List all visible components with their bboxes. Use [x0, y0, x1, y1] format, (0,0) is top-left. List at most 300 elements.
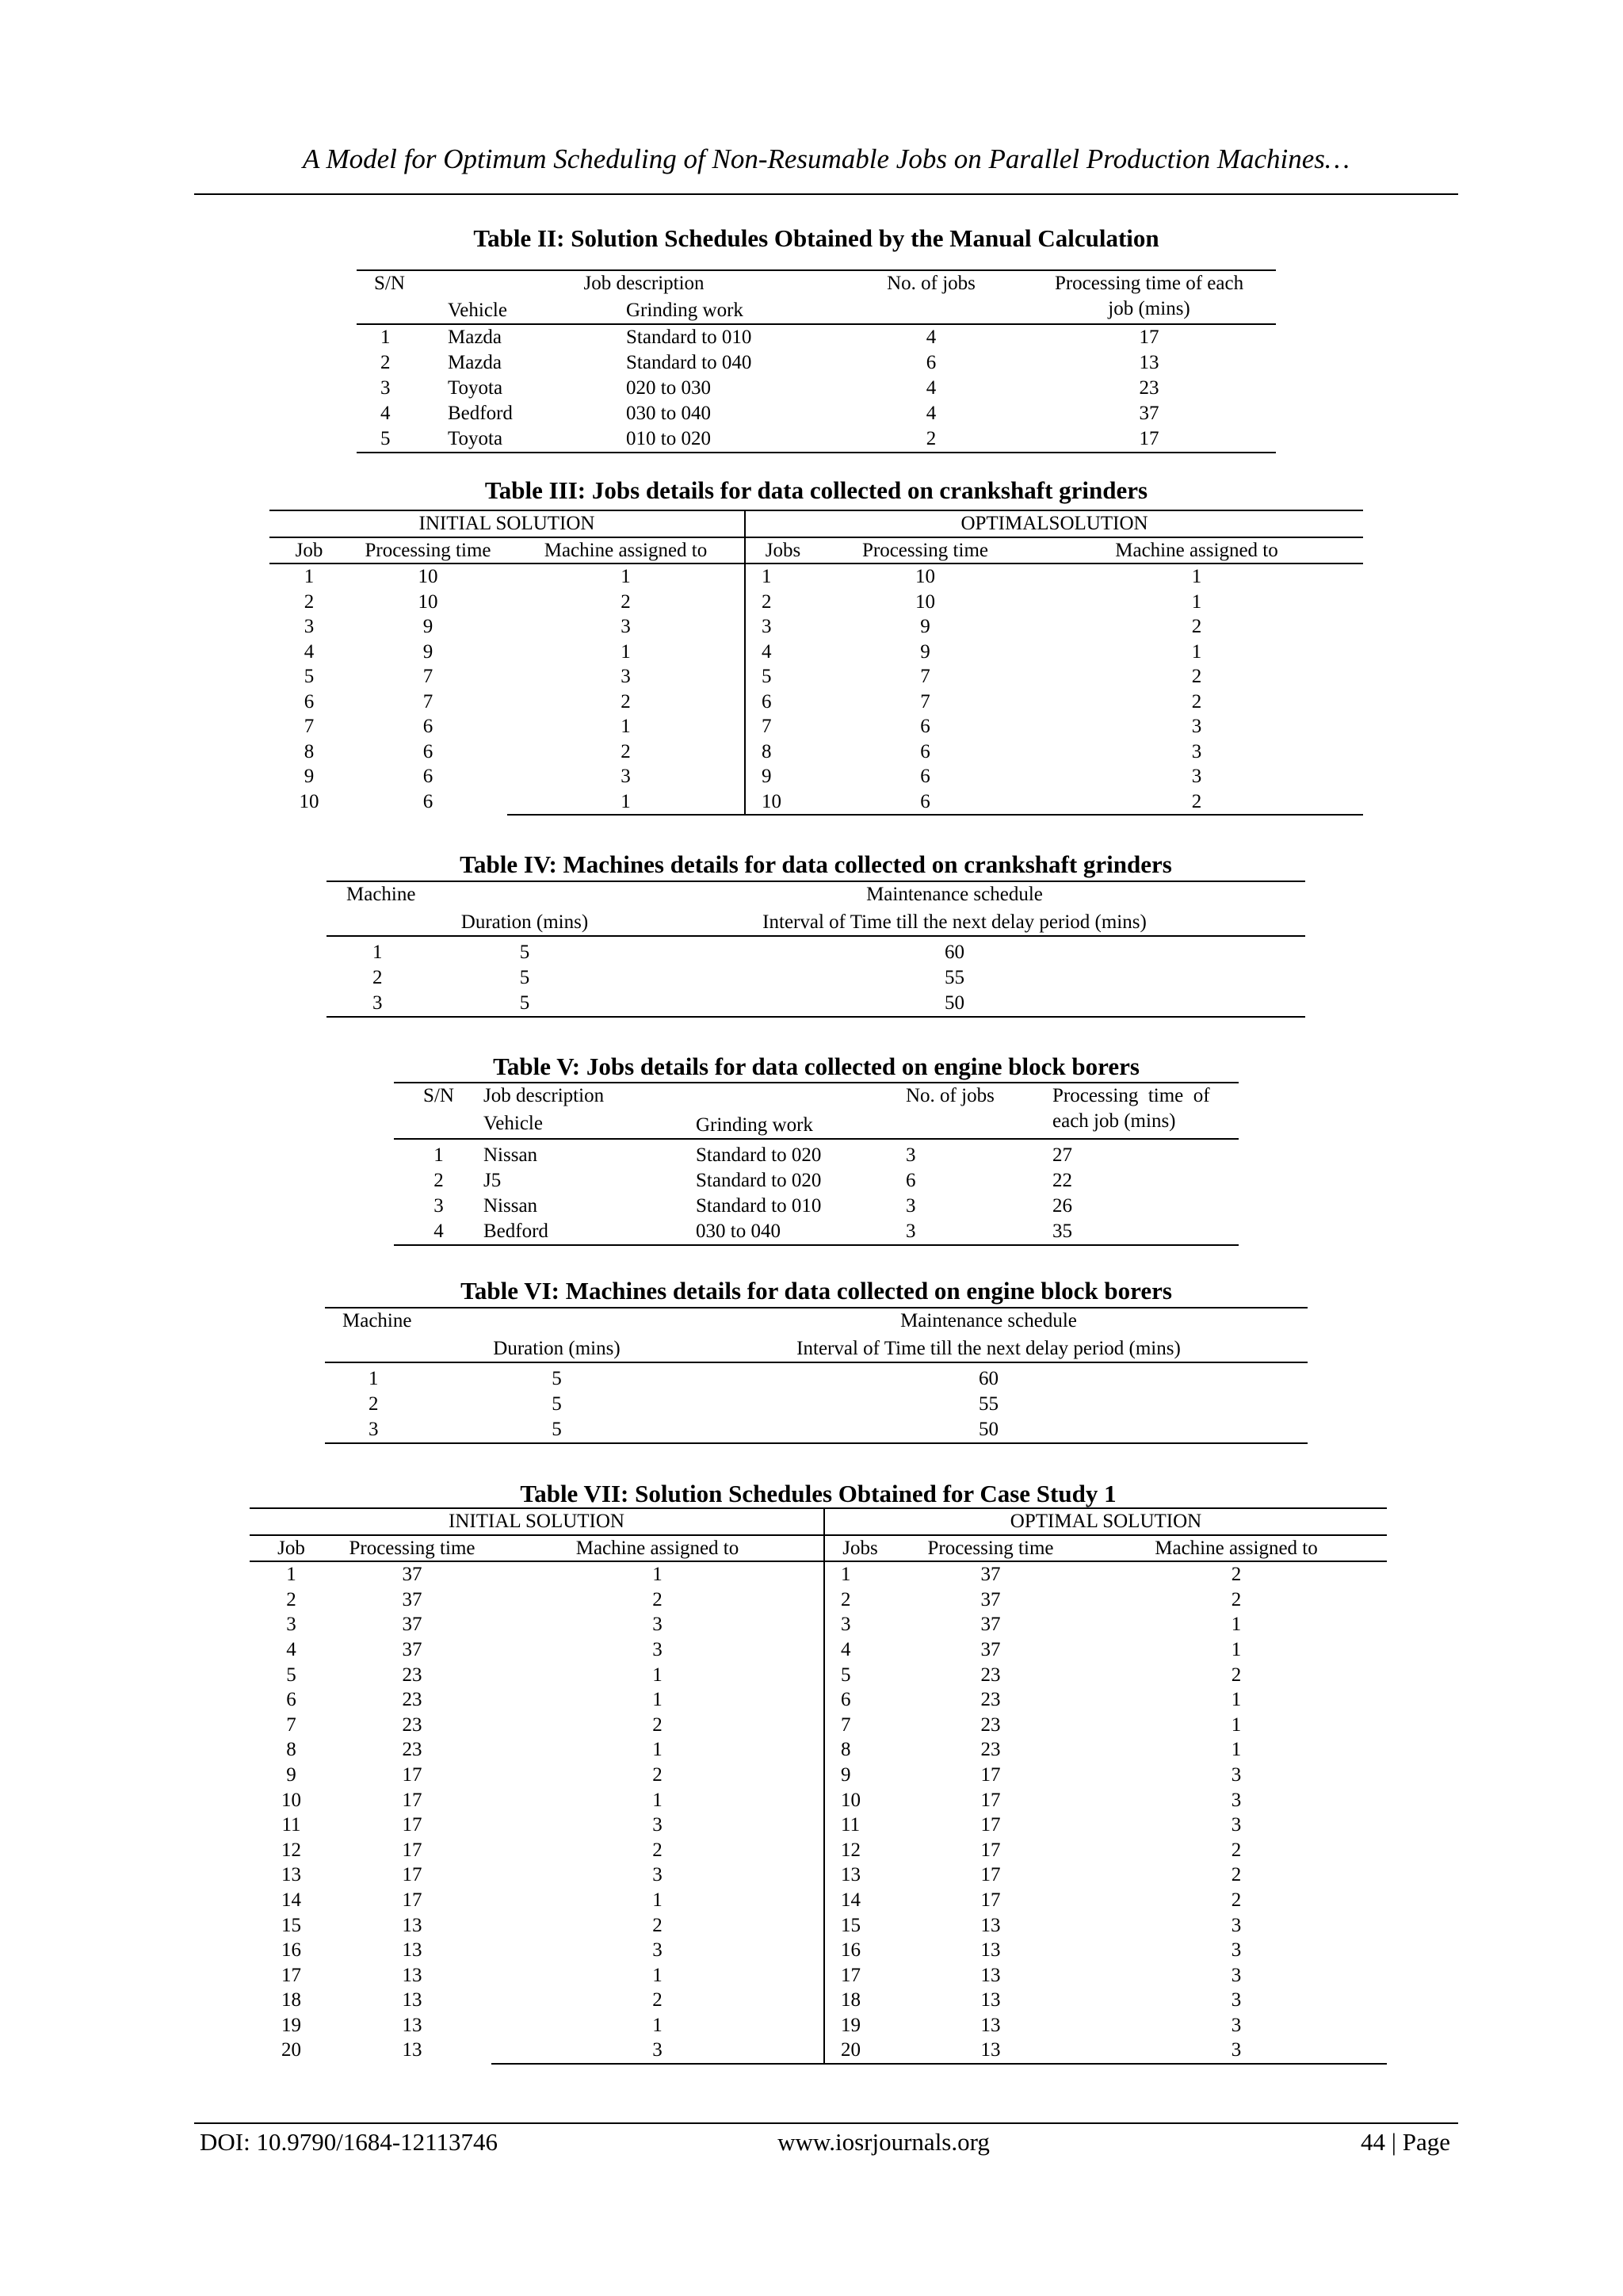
table3-header-machine: Machine assigned to	[507, 537, 745, 564]
table5-header-vehicle: Vehicle	[483, 1109, 696, 1139]
table-cell: Toyota	[448, 426, 626, 453]
table-cell: 13	[980, 1914, 1001, 1936]
table3	[269, 510, 1363, 816]
table-cell: 2	[840, 426, 1022, 453]
table-cell: 1	[652, 2014, 663, 2036]
table-cell: Standard to 020	[696, 1144, 822, 1166]
table2-header-job-description: Job description	[583, 273, 705, 294]
table-row	[269, 664, 1363, 690]
table-cell: 1	[652, 1964, 663, 1986]
table-cell: 2	[652, 1588, 663, 1610]
table-cell: 6	[745, 690, 820, 715]
table-cell: 23	[402, 1689, 422, 1711]
table-cell: 14	[824, 1888, 896, 1913]
table-cell: 9	[745, 764, 820, 789]
table-row	[327, 965, 1305, 991]
table-cell: 3	[1086, 2038, 1387, 2064]
table-cell: 13	[824, 1862, 896, 1888]
table2-body	[357, 324, 1276, 453]
table2-header-grinding: Grinding work	[626, 296, 840, 324]
table-cell: 11	[824, 1813, 896, 1838]
table-cell: 37	[980, 1588, 1001, 1610]
table-cell: 2	[286, 1588, 296, 1610]
table-cell: 13	[980, 1939, 1001, 1962]
table-cell: 35	[1052, 1219, 1239, 1245]
table-cell: Standard to 020	[696, 1170, 822, 1191]
table-cell: 10	[824, 1788, 896, 1813]
table-cell: 030 to 040	[696, 1219, 906, 1245]
table-row	[327, 936, 1305, 965]
table-cell: 10	[299, 790, 319, 812]
table-cell: 1	[621, 716, 631, 737]
table-cell: 13	[402, 2039, 422, 2061]
table4-body	[327, 936, 1305, 1017]
table6	[325, 1307, 1308, 1444]
table-cell: 7	[286, 1713, 296, 1736]
table-cell: 9	[824, 1763, 896, 1788]
table-cell: 4	[926, 403, 937, 424]
table-row	[250, 1813, 1387, 1838]
table-row	[250, 1862, 1387, 1888]
table-cell: 37	[980, 1564, 1001, 1586]
table-cell: 17	[402, 1839, 422, 1861]
table-cell: 1	[372, 942, 383, 963]
table-row	[250, 1838, 1387, 1863]
table-cell: 2	[369, 1393, 379, 1415]
table-cell: 23	[980, 1739, 1001, 1761]
table-cell: 3	[1231, 1789, 1242, 1811]
table-cell: 3	[433, 1195, 444, 1217]
table-cell: Standard to 010	[626, 327, 752, 348]
table2	[357, 269, 1276, 453]
table-cell: 3	[621, 766, 631, 787]
table-cell: 6	[920, 716, 930, 737]
table-cell: 6	[422, 766, 433, 787]
table-cell: 20	[824, 2038, 896, 2064]
table-cell: 17	[1022, 426, 1276, 453]
table-cell: 19	[824, 2013, 896, 2038]
table-row	[394, 1219, 1239, 1245]
table-row	[250, 1713, 1387, 1738]
table-cell: Mazda	[448, 327, 502, 348]
table-cell: 37	[980, 1638, 1001, 1660]
table-cell: J5	[483, 1170, 502, 1191]
table-cell: 1	[621, 640, 631, 663]
table-cell: 26	[1052, 1195, 1072, 1217]
table-row	[250, 1938, 1387, 1963]
table6-header-duration: Duration (mins)	[444, 1334, 670, 1362]
table-cell: 7	[422, 666, 433, 687]
table-cell: 13	[402, 1964, 422, 1986]
table3-body	[269, 563, 1363, 815]
table-cell: 3	[1231, 1939, 1242, 1962]
table-cell: 3	[824, 1612, 896, 1637]
table-cell: 13	[1139, 352, 1159, 373]
table-cell: 2	[652, 1763, 663, 1786]
table-cell: 1	[507, 789, 745, 816]
table-cell: 3	[652, 1614, 663, 1636]
table-cell: 3	[652, 1939, 663, 1962]
table-cell: 12	[824, 1838, 896, 1863]
table-row	[269, 614, 1363, 640]
footer-doi: DOI: 10.9790/1684-12113746	[200, 2128, 498, 2156]
table5	[394, 1082, 1239, 1246]
table-cell: 37	[980, 1614, 1001, 1636]
table-cell: 60	[979, 1368, 999, 1389]
table-cell: 3	[304, 616, 315, 637]
table-cell: Toyota	[448, 377, 503, 399]
table-cell: 18	[281, 1989, 301, 2011]
table-cell: 3	[1191, 716, 1202, 737]
table2-caption: Table II: Solution Schedules Obtained by the Manual Calculation	[473, 224, 1159, 252]
table-cell: 2	[380, 352, 391, 373]
table3-header-processing: Processing time	[349, 537, 507, 564]
table-cell: 5	[304, 666, 315, 687]
table-cell: 3	[652, 1814, 663, 1836]
table-row	[250, 1963, 1387, 1988]
table-cell: 1	[1191, 590, 1202, 613]
table-cell: 4	[304, 640, 315, 663]
table-row	[269, 590, 1363, 615]
table-cell: 27	[1052, 1144, 1072, 1166]
table4-header-duration: Duration (mins)	[445, 907, 604, 936]
table-cell: 17	[980, 1839, 1001, 1861]
table-cell: 2	[1191, 690, 1202, 712]
table-cell: 2	[1231, 1564, 1242, 1586]
table2-header-processing-2: job (mins)	[1022, 296, 1276, 324]
table-cell: 8	[304, 740, 315, 762]
table-cell: 7	[920, 690, 930, 712]
table-cell: 17	[402, 1763, 422, 1786]
table-cell: 3	[1191, 766, 1202, 787]
table-cell: 2	[652, 1713, 663, 1736]
table3-header-optimal: OPTIMALSOLUTION	[745, 510, 1363, 537]
table-cell: Bedford	[448, 403, 513, 424]
table-cell: 2	[621, 690, 631, 712]
table-cell: 3	[1231, 1964, 1242, 1986]
table-cell: 6	[920, 740, 930, 762]
table7-header-jobs: Jobs	[824, 1535, 896, 1562]
table-cell: 3	[1231, 1814, 1242, 1836]
table-cell: 10	[418, 590, 438, 613]
table-cell: 6	[824, 1687, 896, 1713]
table-cell: 2	[652, 1839, 663, 1861]
table-cell: 9	[422, 640, 433, 663]
table-row	[357, 350, 1276, 376]
table4-header-machine: Machine	[346, 884, 416, 905]
table-cell: 14	[281, 1889, 301, 1911]
table-row	[394, 1168, 1239, 1194]
table-cell: 5	[444, 1417, 670, 1443]
table-row	[250, 2038, 1387, 2064]
table-row	[250, 1763, 1387, 1788]
table6-body	[325, 1362, 1308, 1443]
table-cell: 2	[1231, 1889, 1242, 1911]
table-row	[250, 1888, 1387, 1913]
table5-header-no-jobs: No. of jobs	[906, 1085, 995, 1106]
table-cell: 1	[621, 566, 631, 587]
table-cell: 17	[980, 1789, 1001, 1811]
table-cell: 15	[824, 1913, 896, 1939]
table-cell: Mazda	[448, 352, 502, 373]
table-cell: 5	[745, 664, 820, 690]
table-cell: 23	[980, 1664, 1001, 1686]
table7	[250, 1507, 1387, 2065]
table-row	[269, 739, 1363, 765]
table-cell: Bedford	[483, 1219, 696, 1245]
table-cell: 4	[380, 403, 391, 424]
table-cell: 13	[281, 1864, 301, 1886]
table3-caption: Table III: Jobs details for data collected on crankshaft grinders	[484, 476, 1148, 504]
table-cell: 5	[357, 426, 448, 453]
table-cell: 6	[906, 1170, 916, 1191]
table4	[327, 881, 1305, 1018]
table-cell: Nissan	[483, 1144, 538, 1166]
table-cell: 13	[980, 1964, 1001, 1986]
table-cell: 13	[980, 2014, 1001, 2036]
table-cell: 2	[621, 740, 631, 762]
table2-header-vehicle: Vehicle	[448, 296, 626, 324]
table-cell: 1	[433, 1144, 444, 1166]
table-cell: 8	[286, 1739, 296, 1761]
table-row	[269, 714, 1363, 739]
table5-caption: Table V: Jobs details for data collected on engine block borers	[493, 1052, 1140, 1080]
table-cell: 2	[621, 590, 631, 613]
table-row	[250, 1913, 1387, 1939]
table-cell: 12	[281, 1839, 301, 1861]
table-cell: 1	[369, 1368, 379, 1389]
table-row	[250, 1587, 1387, 1613]
table-cell: 17	[980, 1814, 1001, 1836]
table-cell: 60	[945, 942, 964, 963]
table-cell: 2	[304, 590, 315, 613]
table-cell: 9	[422, 616, 433, 637]
table-cell: 1	[1231, 1614, 1242, 1636]
table-cell: 3	[491, 2038, 824, 2064]
table-cell: 1	[652, 1889, 663, 1911]
table-row	[250, 1561, 1387, 1587]
table-cell: 4	[926, 377, 937, 399]
table-cell: 6	[422, 716, 433, 737]
table-cell: 7	[824, 1713, 896, 1738]
table-cell: 3	[1191, 740, 1202, 762]
table-cell: 8	[824, 1737, 896, 1763]
table-cell: 23	[1139, 377, 1159, 399]
table-cell: 3	[906, 1195, 916, 1217]
table-cell: 020 to 030	[626, 377, 711, 399]
table-cell: 13	[402, 2014, 422, 2036]
table2-header-processing-1: Processing time of each	[1054, 273, 1244, 294]
table-cell: 10	[418, 566, 438, 587]
table-cell: 23	[402, 1713, 422, 1736]
table-cell: 37	[402, 1614, 422, 1636]
table-cell: 1	[652, 1564, 663, 1586]
table-cell: 3	[621, 666, 631, 687]
table5-header-job-description: Job description	[483, 1085, 605, 1106]
table-cell: 1	[652, 1789, 663, 1811]
table-cell: 1	[1231, 1739, 1242, 1761]
table-cell: Standard to 010	[696, 1195, 822, 1217]
table-cell: 19	[281, 2014, 301, 2036]
table6-header-interval: Interval of Time till the next delay period (mins)	[670, 1334, 1308, 1362]
table3-header-processing-opt: Processing time	[820, 537, 1030, 564]
table6-header-maintenance: Maintenance schedule	[900, 1310, 1077, 1331]
table-cell: 2	[1191, 666, 1202, 687]
table-cell: 9	[920, 640, 930, 663]
table-cell: 3	[1231, 1914, 1242, 1936]
table-cell: 4	[394, 1219, 483, 1245]
table2-header-no-jobs: No. of jobs	[887, 273, 976, 294]
table-cell: 2	[652, 1989, 663, 2011]
table-cell: 1	[652, 1689, 663, 1711]
table-cell: 5	[519, 967, 530, 988]
table-cell: 17	[402, 1814, 422, 1836]
table-cell: 6	[422, 790, 433, 812]
table-cell: 1	[824, 1561, 896, 1587]
table4-caption: Table IV: Machines details for data collected on crankshaft grinders	[460, 850, 1172, 878]
table-cell: 2	[1030, 789, 1363, 816]
table2-header-sn: S/N	[374, 273, 405, 294]
table-cell: 2	[652, 1914, 663, 1936]
table-cell: 3	[652, 1864, 663, 1886]
table-cell: 13	[402, 1989, 422, 2011]
table7-header-initial: INITIAL SOLUTION	[449, 1511, 624, 1532]
table-cell: 1	[304, 566, 315, 587]
table7-body	[250, 1561, 1387, 2064]
table-cell: 50	[670, 1417, 1308, 1443]
table-cell: 15	[281, 1914, 301, 1936]
table-cell: 3	[380, 377, 391, 399]
table-cell: 1	[1231, 1638, 1242, 1660]
table-cell: 3	[1231, 2014, 1242, 2036]
table-cell: 16	[281, 1939, 301, 1962]
table3-header-machine-opt: Machine assigned to	[1030, 537, 1363, 564]
footer-page: 44 | Page	[1361, 2128, 1450, 2156]
table6-caption: Table VI: Machines details for data collected on engine block borers	[460, 1277, 1172, 1305]
table-row	[269, 563, 1363, 590]
table-cell: 6	[286, 1689, 296, 1711]
table7-caption: Table VII: Solution Schedules Obtained for Case Study 1	[520, 1480, 1117, 1507]
table-row	[250, 1637, 1387, 1663]
table-row	[394, 1139, 1239, 1168]
table-cell: 3	[327, 991, 445, 1017]
table-cell: 6	[926, 352, 937, 373]
table4-header-interval: Interval of Time till the next delay period (mins)	[604, 907, 1305, 936]
table-row	[394, 1194, 1239, 1219]
table-cell: 37	[402, 1564, 422, 1586]
table-cell: 1	[286, 1564, 296, 1586]
table-cell: 17	[980, 1763, 1001, 1786]
table-row	[357, 324, 1276, 350]
table-cell: 13	[402, 1939, 422, 1962]
table-row	[269, 764, 1363, 789]
table7-header-machine: Machine assigned to	[491, 1535, 824, 1562]
table-cell: 5	[519, 942, 530, 963]
table-cell: 6	[820, 789, 1030, 816]
table-cell: 7	[304, 716, 315, 737]
table-cell: 2	[1231, 1588, 1242, 1610]
table-cell: 1	[1231, 1713, 1242, 1736]
footer-rule	[194, 2122, 1458, 2124]
table-cell: 2	[1231, 1664, 1242, 1686]
table-row	[269, 789, 1363, 816]
table-cell: 55	[979, 1393, 999, 1415]
table-row	[325, 1392, 1308, 1417]
table-cell: 4	[745, 640, 820, 665]
table-row	[269, 640, 1363, 665]
table7-header-optimal: OPTIMAL SOLUTION	[824, 1508, 1387, 1535]
table-cell: 2	[1191, 616, 1202, 637]
table4-header-maintenance: Maintenance schedule	[866, 884, 1043, 905]
table-cell: 11	[281, 1814, 301, 1836]
table3-header-jobs: Jobs	[745, 537, 820, 564]
table-cell: 22	[1052, 1170, 1072, 1191]
table5-header-sn: S/N	[423, 1085, 454, 1106]
table-cell: 2	[1231, 1839, 1242, 1861]
table-cell: 17	[980, 1864, 1001, 1886]
table-cell: 23	[980, 1713, 1001, 1736]
table-cell: 2	[372, 967, 383, 988]
table-cell: 1	[652, 1739, 663, 1761]
table5-body	[394, 1139, 1239, 1245]
table6-header-machine: Machine	[342, 1310, 412, 1331]
table-cell: 3	[906, 1144, 916, 1166]
table-cell: 10	[915, 590, 935, 613]
table-cell: 5	[824, 1663, 896, 1688]
table5-header-processing-2: each job (mins)	[1052, 1109, 1239, 1139]
table7-header-processing-opt: Processing time	[896, 1535, 1086, 1562]
table-cell: 4	[926, 327, 937, 348]
table-cell: 6	[422, 740, 433, 762]
table-cell: 3	[621, 616, 631, 637]
table-cell: 3	[286, 1614, 296, 1636]
table-cell: 3	[1231, 1763, 1242, 1786]
table-cell: 37	[1139, 403, 1159, 424]
footer-site: www.iosrjournals.org	[777, 2128, 990, 2156]
table-cell: 5	[445, 991, 604, 1017]
table-cell: 5	[552, 1368, 562, 1389]
table5-header-grinding: Grinding work	[696, 1109, 906, 1139]
table-cell: 17	[402, 1789, 422, 1811]
table-cell: 1	[380, 327, 391, 348]
table-cell: Nissan	[483, 1195, 538, 1217]
table-row	[357, 401, 1276, 426]
table-cell: 2	[433, 1170, 444, 1191]
table-cell: 37	[402, 1638, 422, 1660]
table-row	[357, 426, 1276, 453]
table-cell: 3	[906, 1219, 1052, 1245]
table-row	[327, 991, 1305, 1017]
table-cell: 7	[745, 714, 820, 739]
table-cell: 1	[745, 563, 820, 590]
table-row	[250, 1612, 1387, 1637]
table-cell: 6	[304, 690, 315, 712]
table7-header-processing: Processing time	[333, 1535, 491, 1562]
table-cell: 17	[980, 1889, 1001, 1911]
table-cell: 010 to 020	[626, 426, 840, 453]
table-cell: 2	[824, 1587, 896, 1613]
table3-header-job: Job	[269, 537, 349, 564]
table-cell: 8	[745, 739, 820, 765]
table-cell: 5	[286, 1664, 296, 1686]
table-cell: 3	[1231, 1989, 1242, 2011]
table-cell: 030 to 040	[626, 403, 711, 424]
table-cell: 13	[896, 2038, 1086, 2064]
table-row	[250, 1663, 1387, 1688]
table-row	[250, 2013, 1387, 2038]
table-cell: 9	[304, 766, 315, 787]
table-cell: 16	[824, 1938, 896, 1963]
